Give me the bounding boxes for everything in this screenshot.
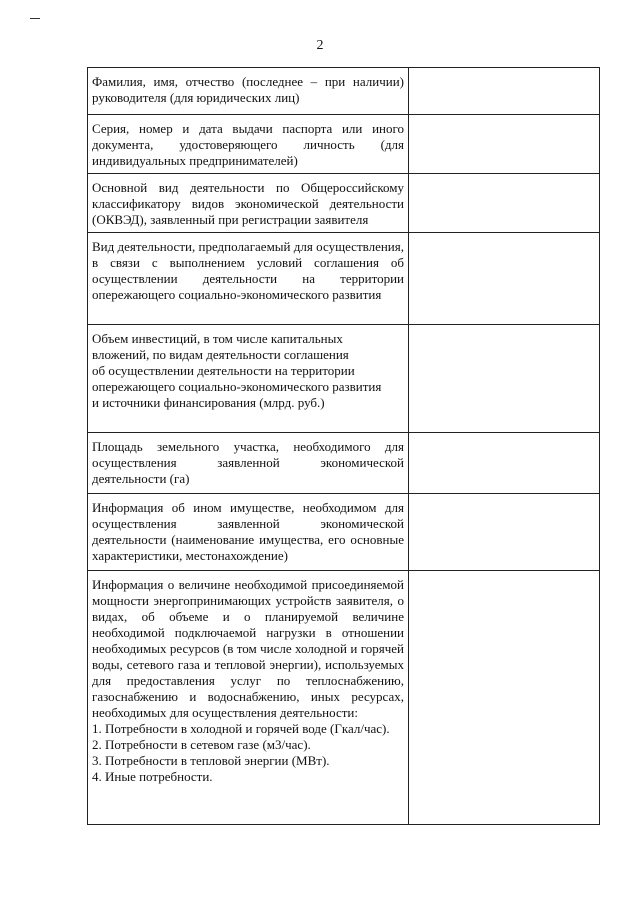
value-cell[interactable]: [409, 233, 600, 325]
label-cell: [88, 494, 409, 571]
table-row: [88, 325, 600, 433]
application-form-table: [87, 67, 600, 825]
value-cell[interactable]: [409, 174, 600, 233]
label-cell: [88, 233, 409, 325]
table-row: [88, 174, 600, 233]
scan-mark: [30, 18, 40, 19]
value-cell[interactable]: [409, 433, 600, 494]
field-label: Серия, номер и дата выдачи паспорта или иного документа, удостоверяющего личность (для индивидуальных предпринимателей): [92, 121, 404, 168]
field-label: Площадь земельного участка, необходимого для осуществления заявленной экономической деятельности (га): [92, 439, 404, 486]
value-cell[interactable]: [409, 571, 600, 825]
field-label: Вид деятельности, предполагаемый для осуществления, в связи с выполнением условий соглашения об осуществлении деятельности на территории опережающего социально-экономического развития: [92, 239, 404, 302]
value-cell[interactable]: [409, 325, 600, 433]
table-row: [88, 433, 600, 494]
field-label: Информация об ином имуществе, необходимом для осуществления заявленной экономической деятельности (наименование имущества, его основные характеристики, местонахождение): [92, 500, 404, 563]
label-cell: [88, 68, 409, 115]
table-row: [88, 115, 600, 174]
label-cell: [88, 325, 409, 433]
table-row: [88, 233, 600, 325]
field-label: Фамилия, имя, отчество (последнее – при наличии) руководителя (для юридических лиц): [92, 74, 404, 105]
field-label: Объем инвестиций, в том числе капитальных вложений, по видам деятельности соглашения об осуществлении деятельности на территории опережающего социально-экономического развития и источники финансирования (млрд. руб.): [92, 331, 382, 410]
label-cell: [88, 433, 409, 494]
field-label: Информация о величине необходимой присоединяемой мощности энергопринимающих устройств заявителя, о видах, об объеме и о планируемой величине необходимой подключаемой нагрузки в отношении необходимых ресурсов (в том числе холодной и горячей воды, сетевого газа и тепловой энергии), используемых для предоставления услуг по теплоснабжению, газоснабжению и водоснабжению, иных ресурсах, необходимых для осуществления деятельности: 1. Потребности в холодной и горячей воде (Гкал/час). 2. Потребности в сетевом газе (м3/час). 3. Потребности в тепловой энергии (МВт). 4. Иные потребности.: [92, 577, 404, 784]
value-cell[interactable]: [409, 115, 600, 174]
label-cell: [88, 115, 409, 174]
table-row: [88, 494, 600, 571]
label-cell: [88, 571, 409, 825]
page-number: 2: [316, 38, 324, 53]
value-cell[interactable]: [409, 68, 600, 115]
label-cell: [88, 174, 409, 233]
value-cell[interactable]: [409, 494, 600, 571]
table-row: [88, 68, 600, 115]
field-label: Основной вид деятельности по Общероссийскому классификатору видов экономической деятельности (ОКВЭД), заявленный при регистрации заявителя: [92, 180, 404, 227]
table-row: [88, 571, 600, 825]
